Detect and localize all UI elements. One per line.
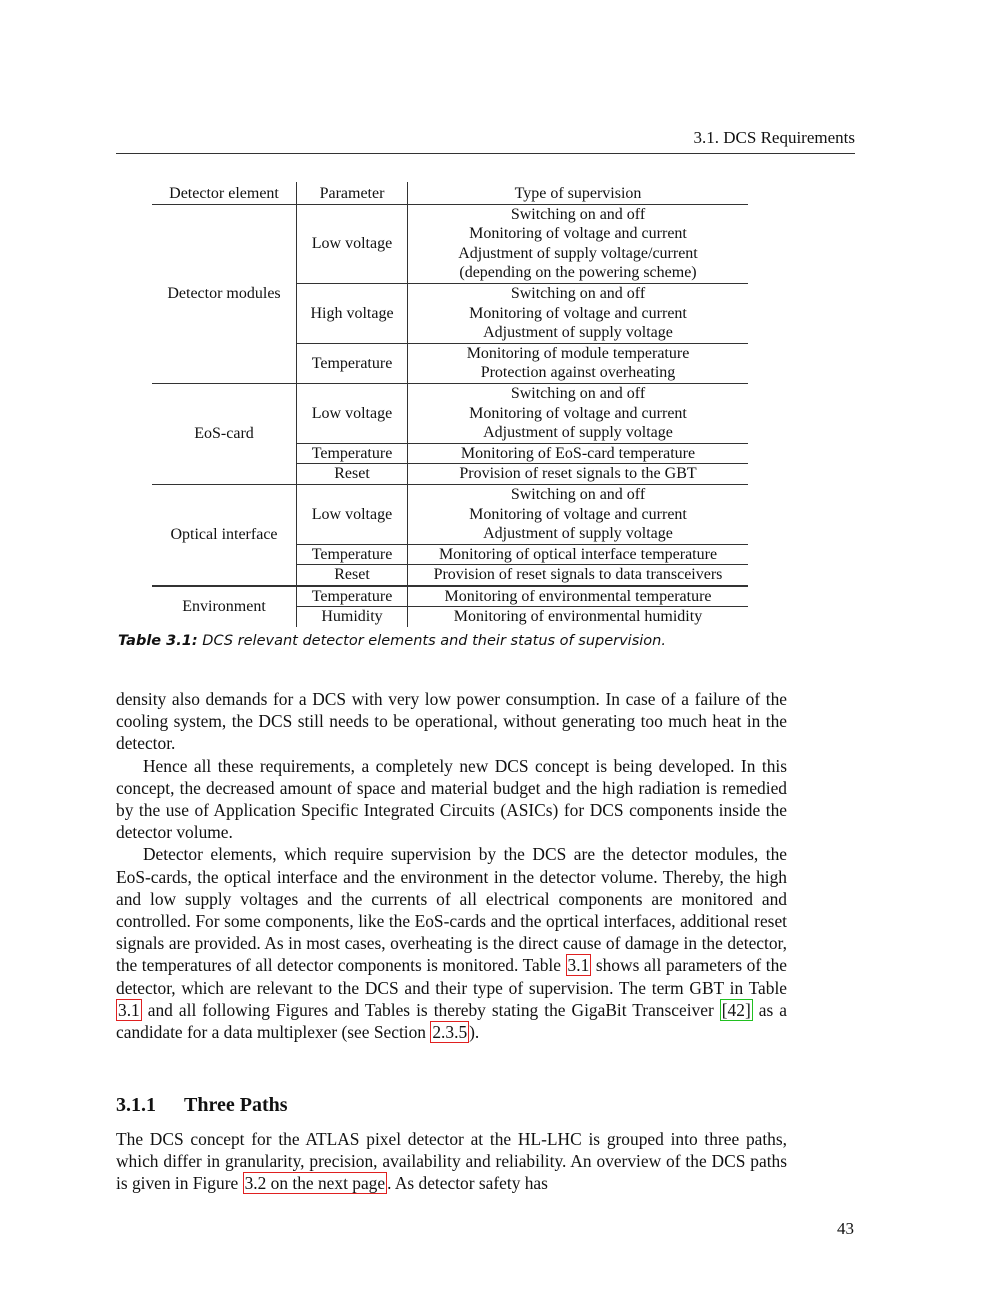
column-header: Type of supervision <box>408 182 749 204</box>
table-row <box>152 383 748 443</box>
running-title: 3.1. DCS Requirements <box>693 128 855 147</box>
parameter-cell: Low voltage <box>297 383 408 443</box>
table-row <box>152 204 748 283</box>
supervision-cell: Provision of reset signals to data transceivers <box>408 565 749 586</box>
supervision-cell: Monitoring of environmental temperature <box>408 586 749 607</box>
supervision-cell: Monitoring of environmental humidity <box>408 607 749 627</box>
column-header: Parameter <box>297 182 408 204</box>
section-reference-link[interactable]: 2.3.5 <box>432 1022 468 1043</box>
paragraph: The DCS concept for the ATLAS pixel detector at the HL-LHC is grouped into three paths, which differ in granularity, precision, availability and reliability. An overview of the DCS paths is given in Figure 3.2 on the next page . As detector safety has <box>116 1129 787 1194</box>
parameter-cell: Humidity <box>297 607 408 627</box>
parameter-cell: Low voltage <box>297 484 408 544</box>
paragraph: Detector elements, which require supervision by the DCS are the detector modules, the EoS-cards, the optical interface and the environment in the detector volume. Thereby, the high and low supply voltages and the currents of all electrical components are monitored and controlled. For some components, like the EoS-cards and the oprtical interfaces, additional reset signals are provided. As in most cases, overheating is the direct cause of damage in the detector, the temperatures of all detector components is monitored. Table 3.1 shows all parameters of the detector, which are relevant to the DCS and their type of supervision. The term GBT in Table 3.1 and all following Figures and Tables is thereby stating the GigaBit Transceiver [42] as a candidate for a data multiplexer (see Section 2.3.5 ). <box>116 844 787 1043</box>
supervision-cell: Provision of reset signals to the GBT <box>408 464 749 485</box>
table-reference-link[interactable]: 3.1 <box>118 999 140 1020</box>
table-reference-link[interactable]: 3.1 <box>567 955 590 976</box>
parameter-cell: Reset <box>297 464 408 485</box>
parameter-cell: High voltage <box>297 283 408 343</box>
section-title: Three Paths <box>184 1094 288 1116</box>
supervision-cell: Switching on and off Monitoring of voltage and current Adjustment of supply voltage <box>408 383 749 443</box>
element-cell: Optical interface <box>152 484 297 585</box>
parameter-cell: Temperature <box>297 586 408 607</box>
paragraph: density also demands for a DCS with very low power consumption. In case of a failure of the cooling system, the DCS still needs to be operational, without generating too much heat in the detector. <box>116 689 787 754</box>
supervision-cell: Switching on and off Monitoring of voltage and current Adjustment of supply voltage <box>408 484 749 544</box>
supervision-cell: Monitoring of module temperature Protection against overheating <box>408 343 749 383</box>
element-cell: Environment <box>152 586 297 627</box>
element-cell: Detector modules <box>152 204 297 383</box>
column-header: Detector element <box>169 185 279 202</box>
citation-link[interactable]: [42] <box>721 999 751 1020</box>
table-row <box>152 484 748 544</box>
supervision-cell: Monitoring of optical interface temperature <box>408 544 749 565</box>
figure-reference-link[interactable]: 3.2 on the next page <box>244 1173 386 1194</box>
section-heading <box>116 1094 288 1117</box>
running-header <box>116 128 855 154</box>
parameter-cell: Temperature <box>297 343 408 383</box>
body-text <box>116 688 787 1043</box>
parameter-cell: Temperature <box>297 443 408 464</box>
table-row <box>152 586 748 607</box>
supervision-table <box>152 182 752 627</box>
table-caption <box>118 633 666 649</box>
section-number: 3.1.1 <box>116 1094 156 1116</box>
body-text <box>116 1128 787 1195</box>
paragraph: Hence all these requirements, a completely new DCS concept is being developed. In this concept, the decreased amount of space and material budget and the high radiation is remedied by the use of Application Specific Integrated Circuits (ASICs) for DCS components inside the detector volume. <box>116 755 787 843</box>
supervision-cell: Switching on and off Monitoring of voltage and current Adjustment of supply voltage <box>408 283 749 343</box>
parameter-cell: Low voltage <box>297 204 408 283</box>
supervision-cell: Switching on and off Monitoring of voltage and current Adjustment of supply voltage/current (depending on the powering scheme) <box>408 204 749 283</box>
page-number: 43 <box>837 1219 854 1238</box>
element-cell: EoS-card <box>152 383 297 484</box>
supervision-cell: Monitoring of EoS-card temperature <box>408 443 749 464</box>
caption-label: Table 3.1: <box>118 633 198 649</box>
parameter-cell: Reset <box>297 565 408 586</box>
caption-text: DCS relevant detector elements and their status of supervision. <box>197 633 666 649</box>
parameter-cell: Temperature <box>297 544 408 565</box>
table-header-row <box>152 182 748 204</box>
